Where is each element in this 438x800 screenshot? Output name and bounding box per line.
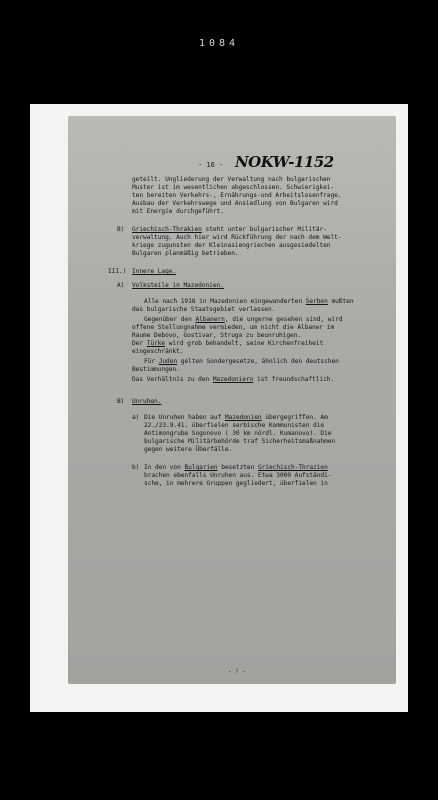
item-a-line-2: 22./23.9.41. überfielen serbische Kommunisten die: [144, 422, 325, 429]
item-b-marker: b): [132, 464, 140, 471]
sub-a-heading: Volksteile in Mazedonien.: [132, 282, 224, 289]
sub-a-line-5: Raume Debovo, Gostivar, Struga zu beunruhigen.: [132, 332, 302, 339]
item-a-marker: a): [132, 414, 140, 421]
sub-a-line-2: das bulgarische Staatsgebiet verlassen.: [132, 306, 276, 313]
intro-line-3: ten bereiten Verkehrs-, Ernährungs-und Arbeitslosenfrage.: [132, 192, 342, 199]
sub-a-marker: A): [117, 282, 125, 289]
sub-b-marker: B): [117, 398, 125, 405]
sub-b-heading: Unruhen.: [132, 398, 162, 405]
intro-line-1: geteilt. Ungliederung der Verwaltung nach bulgarischen: [132, 176, 331, 183]
item-b-line-1: In den von Bulgarien besetzten Griechisch-Thrazien: [144, 464, 328, 471]
footer-mark: - ! -: [228, 668, 247, 675]
sub-a-line-7: eingeschränkt.: [132, 348, 184, 355]
item-a-line-3: Antimongrube Sogonovo ( 30 km nördl. Kumanovo). Die: [144, 430, 332, 437]
section-b-line-3: kriege zugunsten der Kleinasiengriechen ausgesiedelten: [132, 242, 331, 249]
item-a-line-5: gegen weitere Überfälle.: [144, 446, 233, 453]
sub-a-line-8: Für Juden gelten Sondergesetze, ähnlich den deutschen: [144, 358, 339, 365]
item-b-line-2: brachen ebenfalls Unruhen aus. Etwa 3000 Aufständi-: [144, 472, 332, 479]
section-b-line-2: verwaltung. Auch hier wird Rückführung der nach dem Welt-: [132, 234, 342, 241]
item-a-line-1: Die Unruhen haben auf Mazedonien übergegriffen. Am: [144, 414, 328, 421]
section-iii-marker: III.): [108, 268, 127, 275]
intro-line-2: Muster ist im wesentlichen abgeschlossen. Schwierigkei-: [132, 184, 335, 191]
section-b-heading: Griechisch-Thrakien: [132, 226, 202, 233]
item-b-line-3: sche, in mehrere Gruppen gegliedert, überfielen in: [144, 480, 328, 487]
sub-a-line-6: Der Türke wird grob behandelt, seine Kirchenfreiheit: [132, 340, 324, 347]
item-a-line-4: bulgarische Militärbehörde traf Sicherheitsmaßnahmen: [144, 438, 336, 445]
microfilm-frame-number: 1084: [198, 38, 240, 49]
intro-line-4: Ausbau der Verkehrswege und Ansiedlung von Bulgaren wird: [132, 200, 338, 207]
section-iii-heading: Innere Lage.: [132, 268, 177, 275]
page-number: - 16 -: [198, 161, 224, 169]
sub-a-line-9: Bestimmungen.: [132, 366, 180, 373]
sub-a-line-3: Gegenüber den Albanern, die ungerne gesehen sind, wird: [144, 316, 343, 323]
film-frame-sheet: [30, 104, 408, 712]
document-page: [68, 116, 396, 684]
sub-a-line-10: Das Verhältnis zu den Mazedoniern ist freundschaftlich.: [132, 376, 335, 383]
document-stamp: NOKW-1152: [234, 153, 334, 171]
intro-line-5: mit Energie durchgeführt.: [132, 208, 224, 215]
sub-a-line-1: Alle nach 1918 in Mazedonien eingewanderten Serben mußten: [144, 298, 354, 305]
page-header: [198, 152, 334, 171]
section-b-line-4: Bulgaren planmäßig betrieben.: [132, 250, 239, 257]
sub-a-line-4: offene Stellungnahme vermieden, um nicht die Albaner im: [132, 324, 335, 331]
section-b-marker: B): [117, 226, 125, 233]
section-b-line-1: Griechisch-Thrakien steht unter bulgarischer Militär-: [132, 226, 327, 233]
